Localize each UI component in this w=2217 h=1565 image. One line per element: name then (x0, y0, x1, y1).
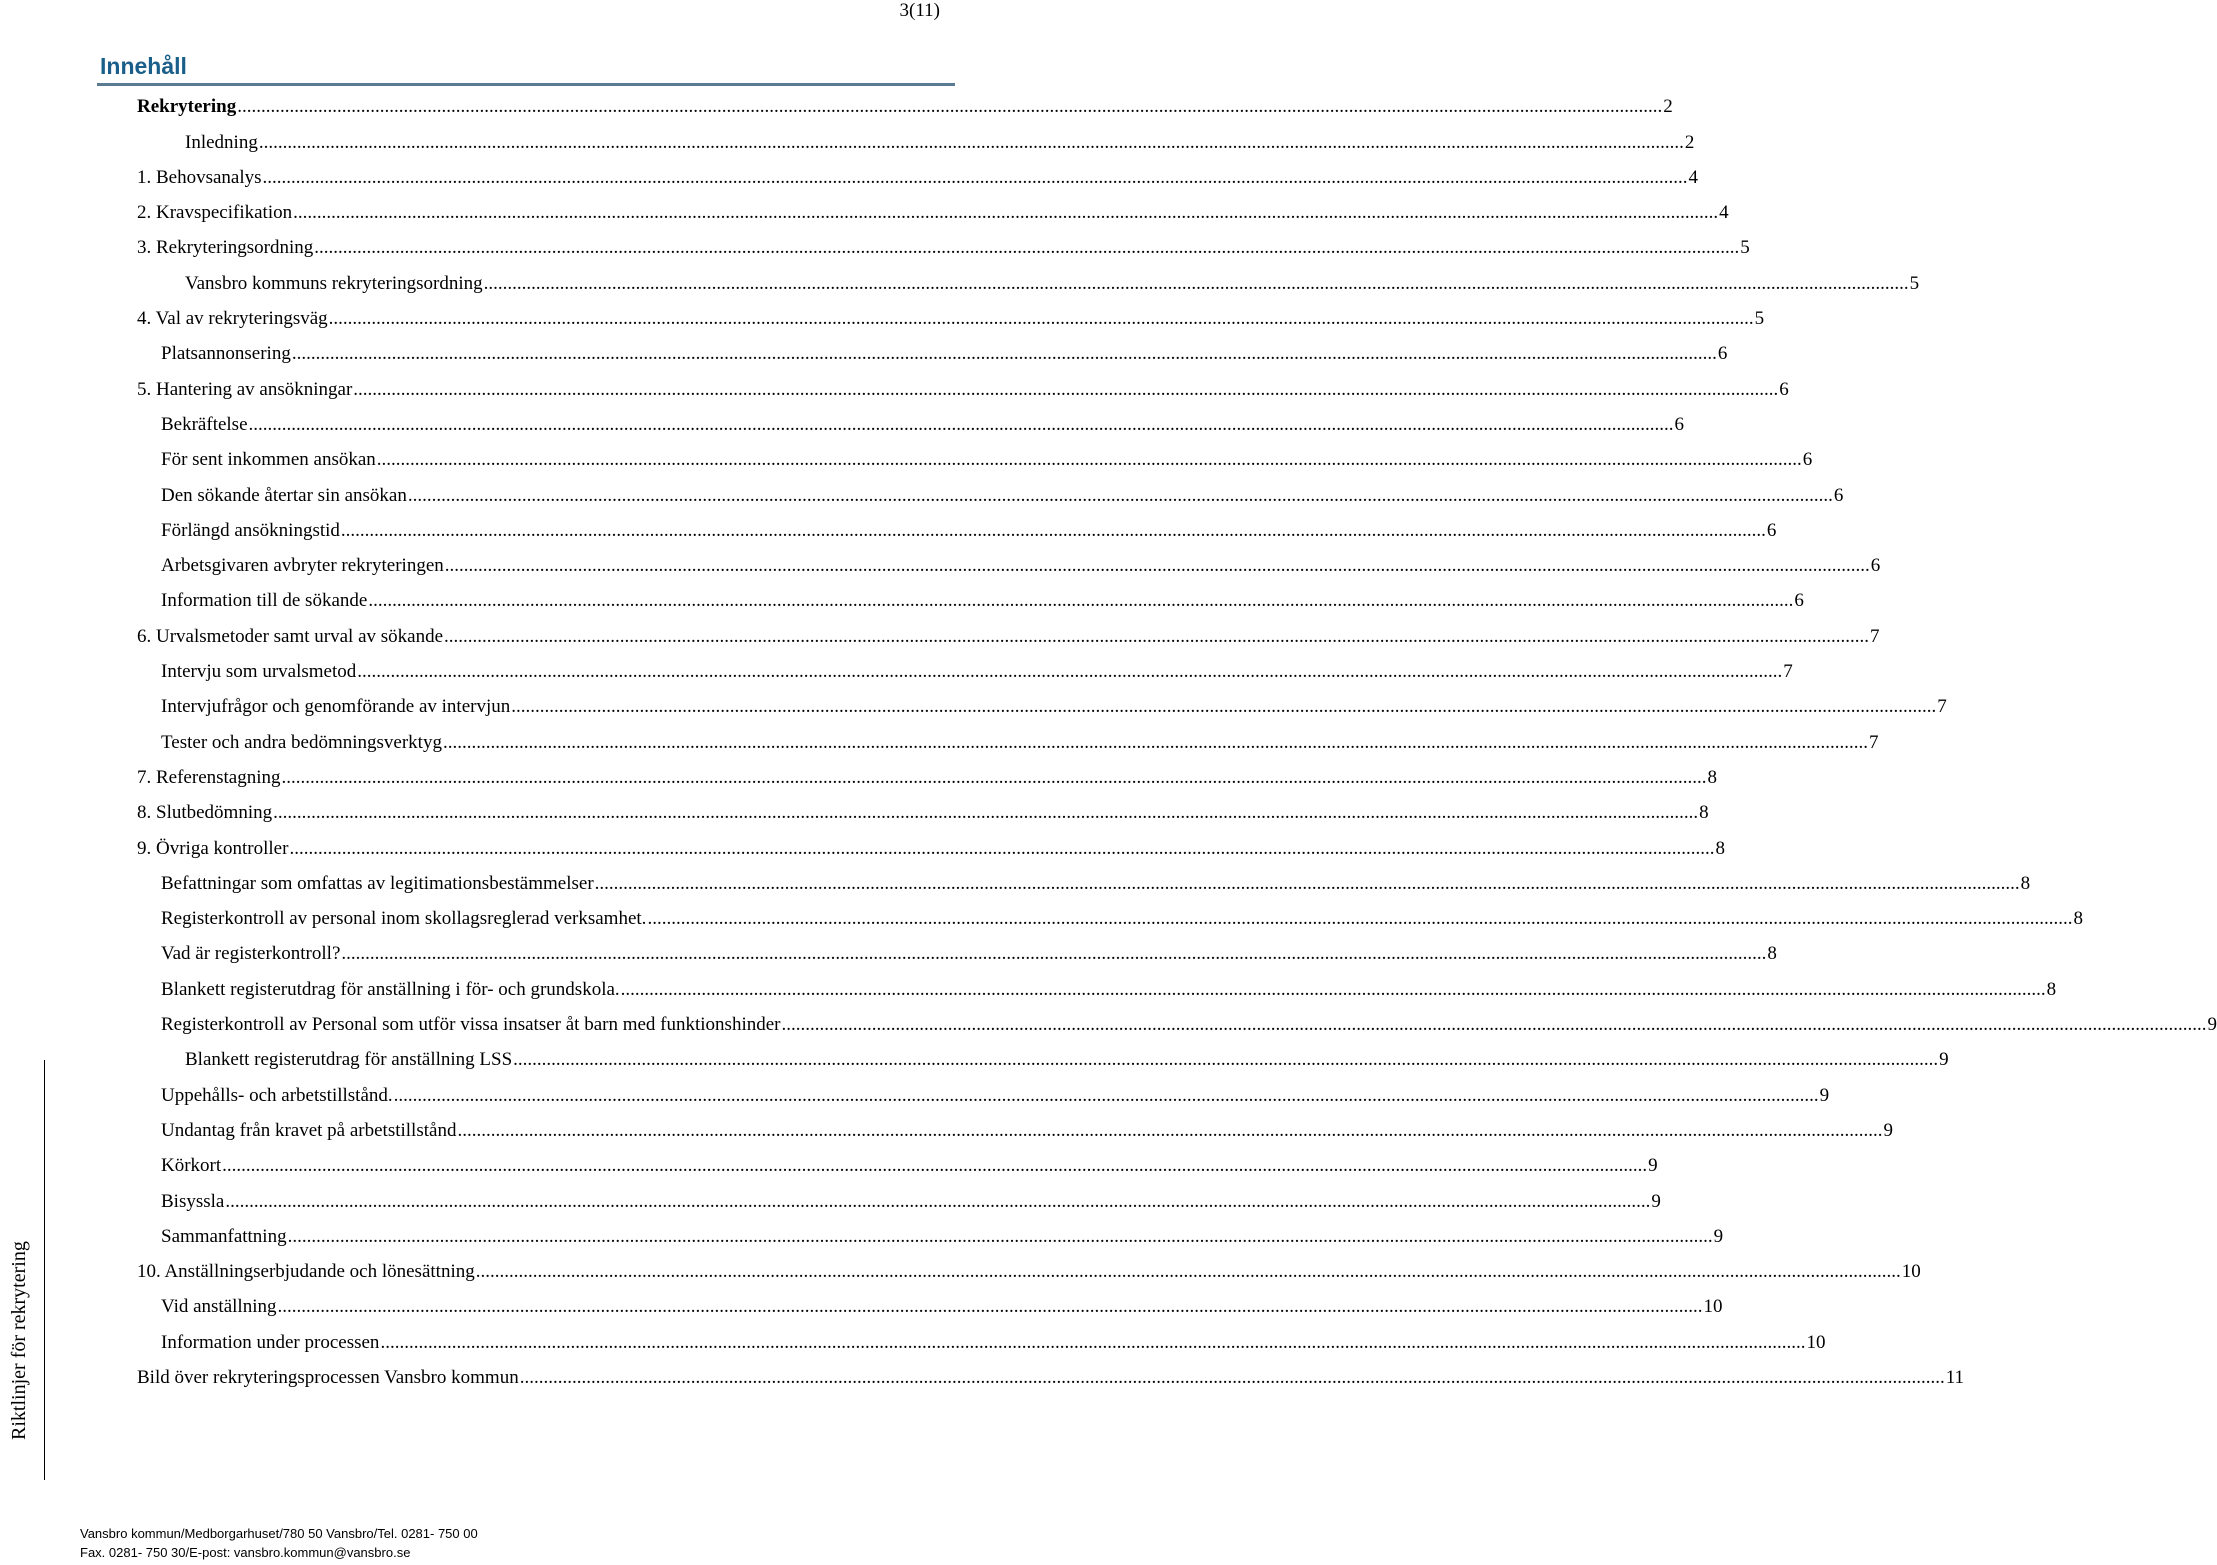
toc-entry-page: 9 (1939, 1049, 1949, 1071)
toc-entry[interactable] (0, 760, 1718, 795)
toc-entry-page: 8 (1715, 837, 1725, 859)
toc-entry-page: 8 (1707, 766, 1718, 788)
toc-entry[interactable] (0, 1077, 1830, 1112)
toc-entry[interactable] (0, 336, 1728, 371)
dot-leader: ............................................................................................................................................................................................................................................................................................................ (328, 308, 1754, 330)
toc-entry-label: 3. Rekryteringsordning (137, 237, 314, 259)
toc-entry[interactable] (0, 1113, 1893, 1148)
dot-leader: ............................................................................................................................................................................................................................................................................................................ (519, 1366, 1945, 1388)
toc-entry-row (137, 308, 1765, 330)
toc-entry-row (161, 908, 2083, 930)
toc-entry[interactable] (0, 265, 1920, 300)
dot-leader: ............................................................................................................................................................................................................................................................................................................ (287, 1225, 1713, 1247)
heading-underline (97, 83, 955, 86)
toc-entry-label: 8. Slutbedömning (137, 802, 273, 824)
dot-leader: ............................................................................................................................................................................................................................................................................................................ (248, 413, 1674, 435)
toc-entry-label: Bekräftelse (161, 413, 248, 435)
toc-entry-label: Tester och andra bedömningsverktyg (161, 731, 442, 753)
toc-entry-row (161, 1119, 1893, 1142)
dot-leader: ............................................................................................................................................................................................................................................................................................................ (483, 272, 1909, 294)
toc-entry[interactable] (0, 1183, 1661, 1218)
toc-entry-row (137, 378, 1789, 401)
toc-entry-page: 4 (1719, 202, 1729, 224)
toc-entry-row (137, 166, 1699, 189)
toc-entry-page: 7 (1870, 625, 1880, 647)
toc-entry-label: 5. Hantering av ansökningar (137, 378, 353, 400)
dot-leader: ............................................................................................................................................................................................................................................................................................................ (262, 166, 1688, 188)
toc-entry[interactable] (0, 830, 1725, 865)
toc-entry[interactable] (0, 442, 1813, 477)
toc-entry-row (161, 590, 1804, 612)
dot-leader: ............................................................................................................................................................................................................................................................................................................ (407, 484, 1833, 506)
toc-entry-label: Blankett registerutdrag för anställning i för- och grundskola. (161, 978, 620, 1000)
toc-entry-label: 7. Referenstagning (137, 766, 281, 788)
toc-entry-page: 9 (1713, 1225, 1724, 1247)
dot-leader: ............................................................................................................................................................................................................................................................................................................ (273, 802, 1699, 824)
toc-entry-label: För sent inkommen ansökan (161, 449, 376, 471)
dot-leader: ............................................................................................................................................................................................................................................................................................................ (511, 696, 1937, 718)
toc-entry-page: 8 (2020, 872, 2031, 894)
toc-entry-page: 6 (1779, 378, 1789, 400)
toc-entry[interactable] (0, 407, 1685, 442)
page-number: 3(11) (899, 0, 940, 21)
toc-entry-page: 5 (1754, 308, 1765, 330)
toc-entry-label: Intervjufrågor och genomförande av intervjun (161, 696, 511, 718)
toc-entry-row (161, 1331, 1826, 1354)
toc-entry-label: 4. Val av rekryteringsväg (137, 308, 328, 330)
dot-leader: ............................................................................................................................................................................................................................................................................................................ (594, 872, 2020, 894)
toc-entry[interactable] (0, 901, 2083, 936)
toc-entry[interactable] (0, 1148, 1658, 1183)
dot-leader: ............................................................................................................................................................................................................................................................................................................ (293, 202, 1719, 224)
dot-leader: ............................................................................................................................................................................................................................................................................................................ (314, 237, 1740, 259)
dot-leader: ............................................................................................................................................................................................................................................................................................................ (376, 449, 1802, 471)
toc-entry[interactable] (0, 724, 1879, 759)
toc-entry[interactable] (0, 583, 1804, 618)
dot-leader: ............................................................................................................................................................................................................................................................................................................ (393, 1084, 1819, 1106)
toc-entry-page: 7 (1783, 661, 1793, 683)
dot-leader: ............................................................................................................................................................................................................................................................................................................ (444, 555, 1870, 577)
toc-entry-label: 6. Urvalsmetoder samt urval av sökande (137, 625, 444, 647)
dot-leader: ............................................................................................................................................................................................................................................................................................................ (225, 1190, 1651, 1212)
toc-entry-row (161, 555, 1881, 577)
toc-entry[interactable] (0, 513, 1777, 548)
dot-leader: ............................................................................................................................................................................................................................................................................................................ (341, 943, 1767, 965)
toc-entry-row (161, 1225, 1724, 1248)
toc-entry-label: Information till de sökande (161, 590, 368, 612)
toc-entry-page: 6 (1717, 343, 1728, 365)
toc-entry[interactable] (0, 160, 1699, 195)
toc-entry-row (161, 978, 2057, 1001)
toc-entry[interactable] (0, 301, 1765, 336)
toc-entry-row (137, 202, 1729, 224)
dot-leader: ............................................................................................................................................................................................................................................................................................................ (258, 131, 1684, 153)
dot-leader: ............................................................................................................................................................................................................................................................................................................ (289, 837, 1715, 859)
toc-entry-label: Uppehålls- och arbetstillstånd. (161, 1084, 393, 1106)
toc-entry-page: 9 (1651, 1190, 1661, 1212)
table-of-contents (0, 89, 2217, 1395)
toc-entry[interactable] (0, 1289, 1723, 1324)
toc-entry-page: 8 (1699, 802, 1709, 824)
dot-leader: ............................................................................................................................................................................................................................................................................................................ (380, 1331, 1806, 1353)
toc-entry[interactable] (0, 548, 1881, 583)
footer-contact: Fax. 0281- 750 30/E-post: vansbro.kommun@vansbro.se (80, 1545, 411, 1560)
toc-entry-label: Den sökande återtar sin ansökan (161, 484, 407, 506)
toc-entry-row (137, 237, 1750, 259)
toc-entry-label: Bild över rekryteringsprocessen Vansbro kommun (137, 1366, 519, 1388)
toc-entry-label: Sammanfattning (161, 1225, 287, 1247)
toc-entry-page: 6 (1674, 413, 1685, 435)
toc-entry-label: Arbetsgivaren avbryter rekryteringen (161, 555, 444, 577)
toc-entry-page: 5 (1909, 272, 1920, 294)
side-rule (44, 1060, 45, 1480)
toc-heading: Innehåll (100, 53, 187, 79)
toc-entry-label: Förlängd ansökningstid (161, 519, 340, 541)
toc-entry-row (161, 731, 1879, 754)
dot-leader: ............................................................................................................................................................................................................................................................................................................ (291, 343, 1717, 365)
toc-entry-row (161, 484, 1844, 507)
toc-entry[interactable] (0, 89, 1673, 124)
toc-entry-page: 10 (1703, 1296, 1723, 1318)
toc-entry-page: 9 (2207, 1014, 2217, 1036)
toc-entry-page: 4 (1688, 166, 1699, 188)
side-label: Riktlinjer för rekrytering (8, 1241, 30, 1440)
toc-entry-row (137, 96, 1673, 118)
toc-entry-row (161, 1014, 2217, 1036)
toc-entry-label: Vad är registerkontroll? (161, 943, 341, 965)
toc-entry-row (185, 272, 1920, 295)
toc-entry-label: Bisyssla (161, 1190, 225, 1212)
toc-entry-row (137, 766, 1718, 789)
toc-entry-row (137, 837, 1725, 860)
toc-entry[interactable] (0, 1007, 2217, 1042)
toc-entry-page: 6 (1794, 590, 1804, 612)
dot-leader: ............................................................................................................................................................................................................................................................................................................ (781, 1014, 2207, 1036)
toc-entry-row (161, 343, 1728, 365)
toc-entry-page: 7 (1868, 731, 1879, 753)
toc-entry-row (161, 449, 1813, 471)
toc-entry[interactable] (0, 1219, 1724, 1254)
toc-entry-label: 10. Anställningserbjudande och lönesättning (137, 1261, 475, 1283)
toc-entry-page: 6 (1802, 449, 1813, 471)
dot-leader: ............................................................................................................................................................................................................................................................................................................ (357, 661, 1783, 683)
toc-entry-label: Körkort (161, 1155, 222, 1177)
toc-entry-row (185, 131, 1695, 154)
toc-entry-page: 9 (1819, 1084, 1830, 1106)
toc-entry-row (161, 696, 1947, 718)
toc-entry-row (137, 1261, 1921, 1283)
toc-entry-label: 9. Övriga kontroller (137, 837, 289, 859)
toc-entry-page: 8 (2073, 908, 2083, 930)
toc-entry[interactable] (0, 1324, 1826, 1359)
toc-entry-label: Rekrytering (137, 96, 237, 118)
toc-entry-page: 6 (1766, 519, 1777, 541)
toc-entry[interactable] (0, 477, 1844, 512)
toc-entry-row (137, 802, 1709, 824)
toc-entry[interactable] (0, 795, 1709, 830)
dot-leader: ............................................................................................................................................................................................................................................................................................................ (281, 766, 1707, 788)
toc-entry-label: Information under processen (161, 1331, 380, 1353)
toc-entry-page: 8 (1767, 943, 1777, 965)
toc-entry-label: Registerkontroll av Personal som utför vissa insatser åt barn med funktionshinder (161, 1014, 781, 1036)
toc-entry[interactable] (0, 371, 1789, 406)
toc-entry[interactable] (0, 124, 1695, 159)
toc-entry-label: Inledning (185, 131, 258, 153)
toc-entry[interactable] (0, 689, 1947, 724)
toc-entry[interactable] (0, 195, 1729, 230)
dot-leader: ............................................................................................................................................................................................................................................................................................................ (475, 1261, 1901, 1283)
toc-entry[interactable] (0, 1042, 1949, 1077)
dot-leader: ............................................................................................................................................................................................................................................................................................................ (444, 625, 1870, 647)
dot-leader: ............................................................................................................................................................................................................................................................................................................ (442, 731, 1868, 753)
toc-entry-page: 2 (1663, 96, 1673, 118)
dot-leader: ............................................................................................................................................................................................................................................................................................................ (368, 590, 1794, 612)
toc-entry-row (161, 413, 1685, 436)
dot-leader: ............................................................................................................................................................................................................................................................................................................ (620, 978, 2046, 1000)
toc-entry-row (137, 625, 1880, 648)
dot-leader: ............................................................................................................................................................................................................................................................................................................ (277, 1296, 1703, 1318)
toc-entry-row (161, 519, 1777, 542)
dot-leader: ............................................................................................................................................................................................................................................................................................................ (457, 1119, 1883, 1141)
toc-entry-page: 7 (1937, 696, 1947, 718)
toc-entry[interactable] (0, 230, 1750, 265)
dot-leader: ............................................................................................................................................................................................................................................................................................................ (647, 908, 2073, 930)
toc-entry-row (161, 943, 1777, 965)
toc-entry-label: 2. Kravspecifikation (137, 202, 293, 224)
dot-leader: ............................................................................................................................................................................................................................................................................................................ (353, 378, 1779, 400)
toc-entry-label: Vid anställning (161, 1296, 277, 1318)
toc-entry-label: 1. Behovsanalys (137, 166, 262, 188)
dot-leader: ............................................................................................................................................................................................................................................................................................................ (513, 1049, 1939, 1071)
toc-entry-label: Vansbro kommuns rekryteringsordning (185, 272, 483, 294)
toc-entry-label: Registerkontroll av personal inom skollagsreglerad verksamhet. (161, 908, 647, 930)
toc-entry-page: 2 (1684, 131, 1695, 153)
toc-entry-label: Intervju som urvalsmetod (161, 661, 357, 683)
footer (80, 1524, 478, 1562)
toc-entry-row (185, 1049, 1949, 1071)
toc-entry-label: Befattningar som omfattas av legitimationsbestämmelser (161, 872, 594, 894)
toc-entry[interactable] (0, 866, 2031, 901)
toc-entry-row (161, 1084, 1830, 1107)
toc-entry-row (161, 1190, 1661, 1213)
toc-entry-page: 6 (1833, 484, 1844, 506)
toc-entry-label: Blankett registerutdrag för anställning LSS (185, 1049, 513, 1071)
toc-entry-label: Platsannonsering (161, 343, 291, 365)
toc-entry-row (161, 1155, 1658, 1177)
toc-entry[interactable] (0, 654, 1793, 689)
toc-entry-row (137, 1366, 1964, 1389)
toc-entry[interactable] (0, 936, 1777, 971)
toc-entry-row (161, 661, 1793, 683)
dot-leader: ............................................................................................................................................................................................................................................................................................................ (222, 1155, 1648, 1177)
toc-entry-label: Undantag från kravet på arbetstillstånd (161, 1119, 457, 1141)
footer-address: Vansbro kommun/Medborgarhuset/780 50 Vansbro/Tel. 0281- 750 00 (80, 1526, 478, 1541)
toc-entry-page: 5 (1740, 237, 1750, 259)
toc-entry-page: 8 (2046, 978, 2057, 1000)
toc-entry[interactable] (0, 1360, 1964, 1395)
toc-entry-row (161, 872, 2031, 895)
toc-entry-page: 9 (1648, 1155, 1658, 1177)
toc-entry-page: 10 (1901, 1261, 1921, 1283)
toc-entry-page: 6 (1870, 555, 1881, 577)
dot-leader: ............................................................................................................................................................................................................................................................................................................ (340, 519, 1766, 541)
toc-entry[interactable] (0, 1254, 1921, 1289)
toc-entry[interactable] (0, 618, 1880, 653)
dot-leader: ............................................................................................................................................................................................................................................................................................................ (237, 96, 1663, 118)
toc-entry[interactable] (0, 971, 2057, 1006)
toc-entry-page: 10 (1806, 1331, 1826, 1353)
toc-entry-page: 11 (1945, 1366, 1964, 1388)
toc-entry-page: 9 (1883, 1119, 1893, 1141)
toc-entry-row (161, 1296, 1723, 1318)
